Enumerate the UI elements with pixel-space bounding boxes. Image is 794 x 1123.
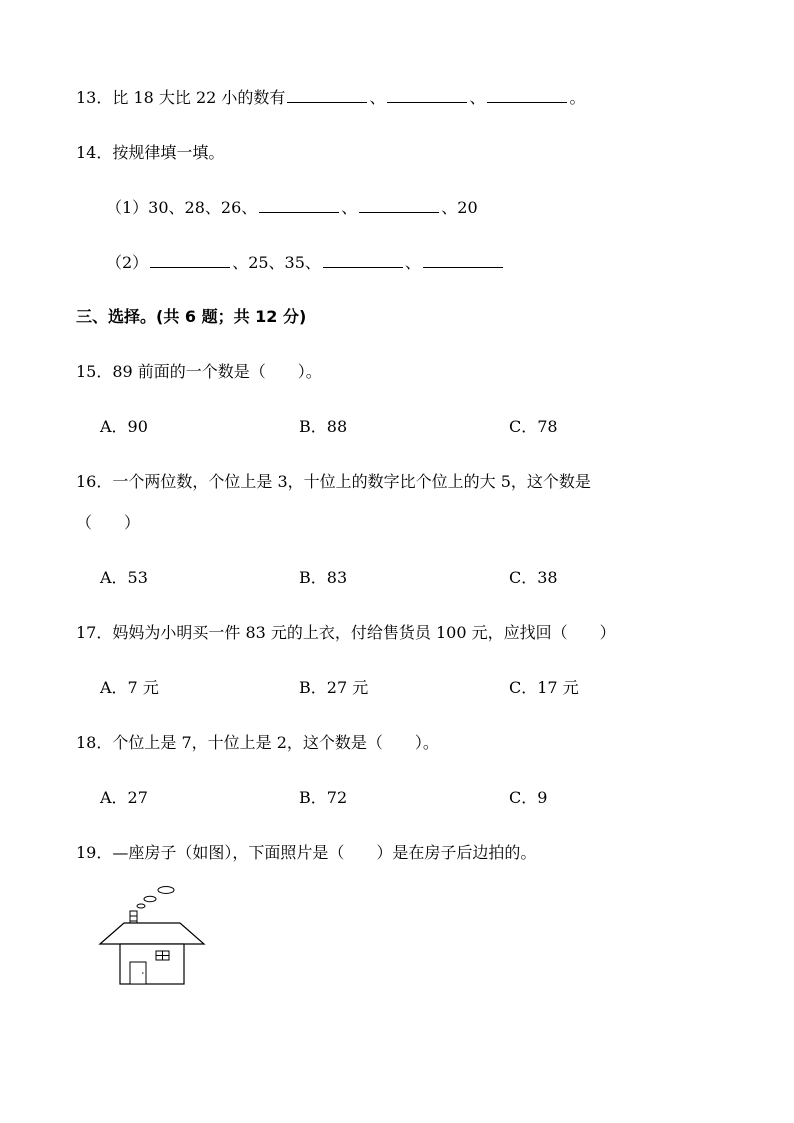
- question-17: 17．妈妈为小明买一件 83 元的上衣，付给售货员 100 元，应找回（ ）: [76, 623, 616, 642]
- option-c[interactable]: C．17 元: [509, 678, 579, 697]
- answer-blank[interactable]: [150, 253, 230, 268]
- question-15: 15．89 前面的一个数是（ ）。: [76, 362, 322, 381]
- option-a[interactable]: A．90: [100, 417, 148, 436]
- door: [130, 962, 146, 984]
- question-16-bracket: （ ）: [76, 513, 141, 532]
- smoke-puff: [137, 904, 145, 908]
- answer-blank[interactable]: [259, 198, 339, 213]
- q13-text: 13．比 18 大比 22 小的数有: [76, 88, 286, 107]
- house-figure: [96, 882, 208, 988]
- option-a[interactable]: A．27: [100, 788, 148, 807]
- option-c[interactable]: C．38: [509, 568, 558, 587]
- option-b[interactable]: B．72: [299, 788, 348, 807]
- question-14-part-2: （2） 、25、35、 、: [106, 253, 505, 273]
- answer-blank[interactable]: [287, 88, 367, 103]
- question-16: 16．一个两位数，个位上是 3，十位上的数字比个位上的大 5，这个数是: [76, 472, 591, 491]
- option-c[interactable]: C．78: [509, 417, 558, 436]
- answer-blank[interactable]: [387, 88, 467, 103]
- smoke-puff: [144, 896, 156, 902]
- question-19: 19．—座房子（如图），下面照片是（ ）是在房子后边拍的。: [76, 843, 537, 862]
- answer-blank[interactable]: [487, 88, 567, 103]
- smoke-puff: [158, 887, 174, 894]
- question-13: 13．比 18 大比 22 小的数有 、 、 。: [76, 88, 586, 107]
- option-a[interactable]: A．53: [100, 568, 148, 587]
- answer-blank[interactable]: [359, 198, 439, 213]
- option-b[interactable]: B．83: [299, 568, 348, 587]
- answer-blank[interactable]: [323, 253, 403, 268]
- option-a[interactable]: A．7 元: [100, 678, 159, 697]
- option-b[interactable]: B．27 元: [299, 678, 369, 697]
- option-c[interactable]: C．9: [509, 788, 548, 807]
- roof: [100, 923, 204, 944]
- section-title: 三、选择。(共 6 题；共 12 分): [76, 307, 307, 326]
- question-18: 18．个位上是 7，十位上是 2，这个数是（ ）。: [76, 733, 439, 752]
- option-b[interactable]: B．88: [299, 417, 348, 436]
- question-14: 14．按规律填一填。: [76, 143, 225, 162]
- answer-blank[interactable]: [423, 253, 503, 268]
- question-14-part-1: （1）30、28、26、 、 、20: [106, 198, 478, 217]
